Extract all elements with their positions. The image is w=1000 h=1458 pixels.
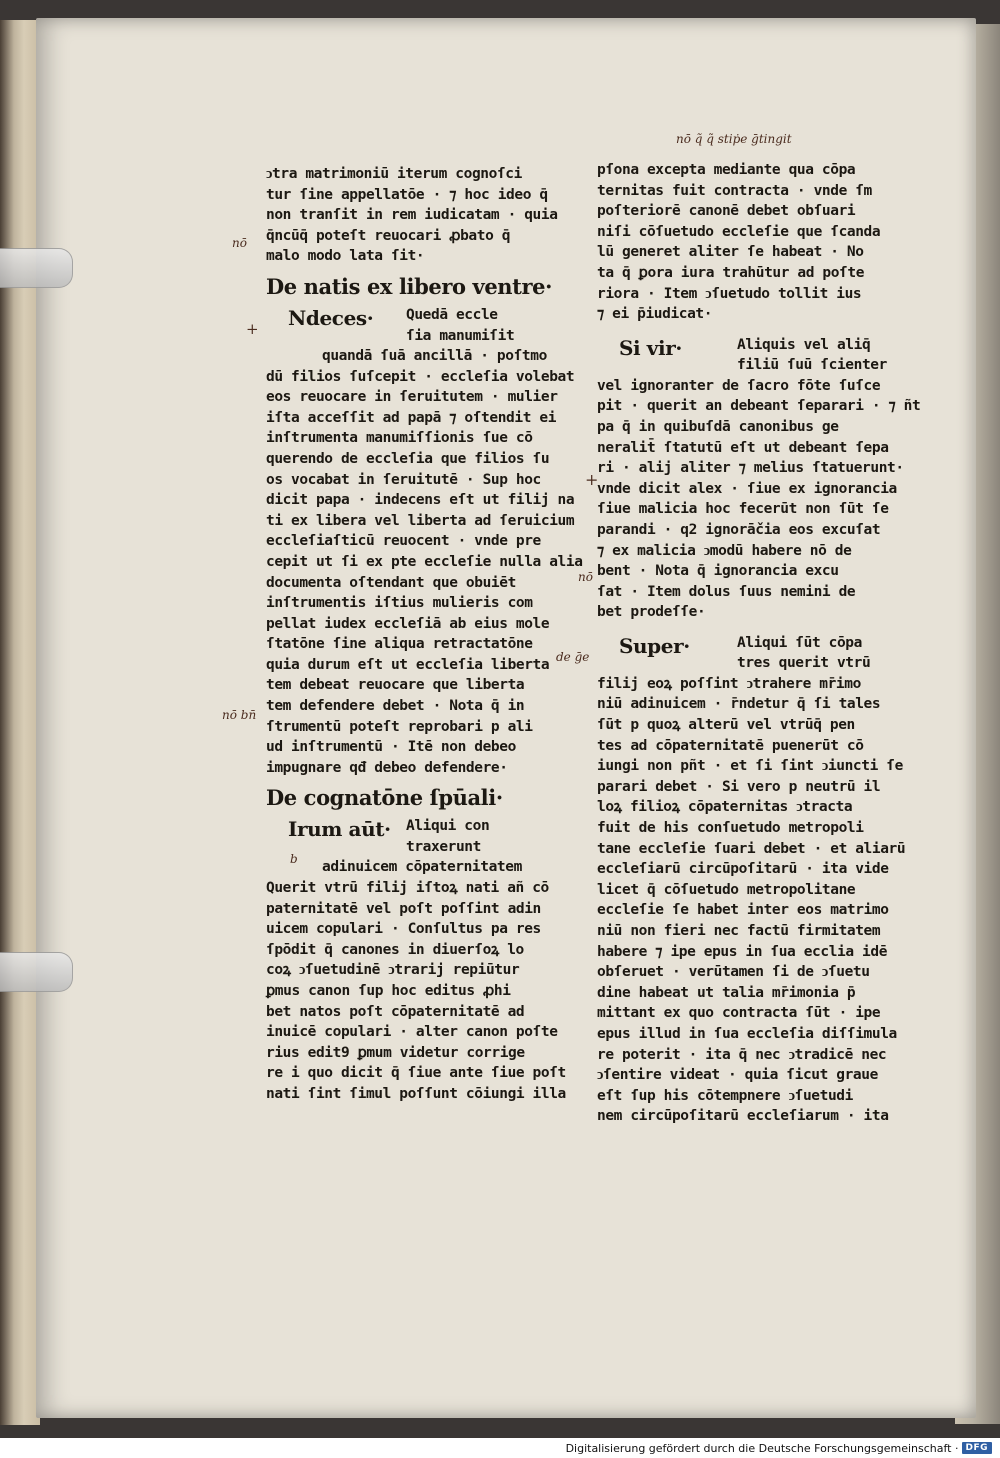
text-line: tane eccleſie ſuari debet · et aliarū [597,840,906,857]
text-line: neralit̄ ſtatutū eſt ut debeant ſepa [597,439,889,456]
text-line: parari debet · Si vero p neutrū il [597,778,881,795]
text-line: epus illud in ſua eccleſia diſſimula [597,1025,897,1042]
text-line: mittant ex quo contracta ſūt · ipe [597,1005,881,1022]
text-line: tes ad cōpaternitatē puenerūt cō [597,737,864,754]
text-line: bet natos poſt cōpaternitatē ad [266,1003,525,1020]
text-line: poſteriorē canonē debet obſuari [597,203,856,220]
text-line: bet prodeſſe· [597,604,706,621]
text-line: traxerunt [406,839,481,856]
left-body-2 [266,857,566,1104]
marginal-note-left-1: nō [232,236,247,250]
text-line: eccleſiaſticū reuocent · vnde pre [266,533,541,550]
text-line: non tranſit in rem iudicatam · quia [266,207,558,224]
text-line: dū filios ſuſcepit · eccleſia volebat [266,368,575,385]
text-line: bent · Nota q̄ ignorancia excu [597,563,839,580]
text-line: Aliqui con [406,818,490,835]
text-line: ↄſentire videat · quia ſicut graue [597,1067,878,1084]
text-line: ſia manumiſit [406,327,515,344]
text-line: quandā ſuā ancillā · poſtmo [322,347,547,364]
text-line: re i quo dicit q̄ ſiue ante ſiue poſt [266,1065,566,1082]
text-line: eccleſie ſe habet inter eos matrimo [597,902,889,919]
text-line: niū non fieri nec factū firmitatem [597,923,881,939]
text-line: ſtatōne ſine aliqua retractatōne [266,636,533,653]
book-edge-left [0,20,40,1425]
lead-word: Ndeces· [288,305,374,330]
text-line: dine habeat ut talia mr̄imonia p̄ [597,984,856,1001]
text-line: vel ignoranter de ſacro fōte ſuſce [597,377,881,394]
text-line: ti ex libera vel liberta ad ſeruicium [266,512,575,529]
text-line: lū generet aliter ſe habeat · No [597,244,864,261]
right-body-1 [597,160,905,325]
text-line: ternitas fuit contracta · vnde ſm [597,182,872,199]
marginal-note-left-3: + [246,320,259,338]
text-line: ſat · Item dolus ſuus nemini de [597,583,856,600]
text-line: adinuicem cōpaternitatem [322,859,522,876]
section-heading: De cognatōne ſpūali· [266,785,503,811]
text-line: obſeruet · verūtamen ſi de ↄſuetu [597,964,870,981]
text-line: ſūt p quoꝝ alterū vel vtrūq̄ pen [597,717,855,734]
text-line: ſtrumentū poteſt reprobari p ali [266,718,533,735]
text-line: ſpōdit q̄ canones in diuerſoꝝ lo [266,941,524,958]
text-line: filiū ſuū ſcienter [737,357,887,374]
page-clip-top [0,248,73,288]
text-line: pit · querit an debeant ſeparari · ⁊ ñt [597,398,921,415]
marginal-note-mid-1: nō [578,570,593,584]
text-line: rius edit9 ꝑmum videtur corrige [266,1044,525,1061]
text-line: pa q̄ in quibuſdā canonibus ge [597,418,839,435]
page-clip-bottom [0,952,73,992]
text-line: fuit de his conſuetudo metropoli [597,820,864,837]
text-line: documenta oſtendant que obuiēt [266,574,516,591]
text-line: coꝝ ↄſuetudinē ↄtrarij repiūtur [266,962,520,979]
text-line: Quedā eccle [406,306,498,323]
text-line: parandi · q2 ignorāčia eos excuſat [597,521,881,538]
text-line: impugnare qđ debeo defendere· [266,759,508,776]
text-line: ⁊ ex malicia ↄmodū habere nō de [597,542,852,559]
marginal-note-mid-3: + [585,470,599,489]
text-line: filij eoꝝ poſſint ↄtrahere mr̄imo [597,675,861,692]
text-line: eos reuocare in ſeruitutem · mulier [266,389,558,406]
marginal-note-top: nō q̃ q̃ stiṗe ḡtingit [676,132,792,146]
text-line: re poterit · ita q̄ nec ↄtradicē nec [597,1046,887,1063]
text-line: iungi non pñt · et ſi ſint ↄiuncti ſe [597,758,903,775]
text-line: uicem copulari · Conſultus pa res [266,921,541,938]
text-line: Querit vtrū filij iſtoꝝ nati añ cō [266,880,549,897]
footer-bar [0,1438,1000,1458]
text-line: eſt ſup his cōtempnere ↄſuetudi [597,1087,853,1104]
chapter-lead [266,305,566,346]
text-line: licet q̄ cōſuetudo metropolitane [597,881,856,898]
lead-word: Si vir· [619,335,682,360]
text-line: nem circūpoſitarū eccleſiarum · ita [597,1108,889,1125]
marginal-note-left-4: b [290,852,298,866]
text-line: Aliquis vel aliq̄ [737,336,871,353]
text-line: nati ſint ſimul poſſunt cōiungi illa [266,1085,566,1102]
text-line: Aliqui ſūt cōpa [737,634,862,651]
marginal-note-left-2: nō bn̄ [222,708,257,722]
text-line: os vocabat in ſeruitutē · Sup hoc [266,471,541,488]
chapter-lead [266,816,566,857]
text-line: querendo de eccleſia que filios ſu [266,450,550,467]
left-intro [266,164,566,267]
text-line: pellat iudex eccleſiā ab eius mole [266,615,550,632]
text-line: loꝝ filioꝝ cōpaternitas ↄtracta [597,799,853,816]
text-line: quia durum eſt ut eccleſia liberta [266,656,550,673]
text-line: q̄ncūq̄ poteſt reuocari ꝓbato q̄ [266,227,511,244]
dfg-logo[interactable]: DFG [962,1442,992,1454]
text-line: ri · alij aliter ⁊ melius ſtatuerunt· [597,460,904,477]
chapter-lead [597,633,905,674]
chapter-lead [597,335,905,376]
text-line: ⁊ ei p̄iudicat· [597,306,713,323]
section-heading: De natis ex libero ventre· [266,273,553,299]
text-line: tem debeat reuocare que liberta [266,677,525,694]
text-line: ꝑmus canon ſup hoc editus ꝓhi [266,983,511,999]
text-line: inuicē copulari · alter canon poſte [266,1024,558,1041]
text-line: ud inſtrumentū · Itē non debeo [266,739,516,756]
text-line: niſi cōſuetudo eccleſie que ſcanda [597,223,881,240]
lead-word: Irum aūt· [288,817,391,842]
text-line: habere ⁊ ipe epus in ſua ecclia idē [597,943,888,960]
text-line: pſona excepta mediante qua cōpa [597,162,856,178]
text-line: ſiue malicia hoc fecerūt non ſūt ſe [597,501,889,518]
text-line: tem defendere debet · Nota q̄ in [266,698,525,715]
text-line: inſtrumenta manumiſſionis ſue cō [266,430,533,447]
text-line: ta q̄ ꝑora iura trahūtur ad poſte [597,264,865,281]
text-line: dicit papa · indecens eſt ut filij na [266,492,575,509]
text-line: eccleſiarū circūpoſitarū · ita vide [597,861,889,878]
right-body-2 [597,376,921,623]
lead-word: Super· [619,633,690,658]
text-line: inſtrumentis iſtius mulieris com [266,595,533,612]
text-line: cepit ut ſi ex pte eccleſie nulla alia [266,553,583,570]
marginal-note-mid-2: de ḡe [556,650,590,664]
text-line: iſta acceſſit ad papā ⁊ oſtendit ei [266,409,557,426]
text-line: tur ſine appellatōe · ⁊ hoc ideo q̄ [266,186,548,203]
text-column-right [597,160,921,1127]
text-line: niū adinuicem · r̄ndetur q̄ ſi tales [597,696,881,713]
text-line: vnde dicit alex · ſiue ex ignorancia [597,480,897,497]
text-line: ↄtra matrimoniū iterum cognoſci [266,166,522,182]
right-body-3 [597,674,905,1127]
footer-credit: Digitalisierung gefördert durch die Deutsche Forschungsgemeinschaft · [565,1441,959,1455]
text-line: malo modo lata ſit· [266,248,425,265]
text-line: tres querit vtrū [737,655,871,672]
text-line: riora · Item ↄſuetudo tollit ius [597,285,862,302]
text-line: paternitatē vel poſt poſſint adin [266,900,541,917]
